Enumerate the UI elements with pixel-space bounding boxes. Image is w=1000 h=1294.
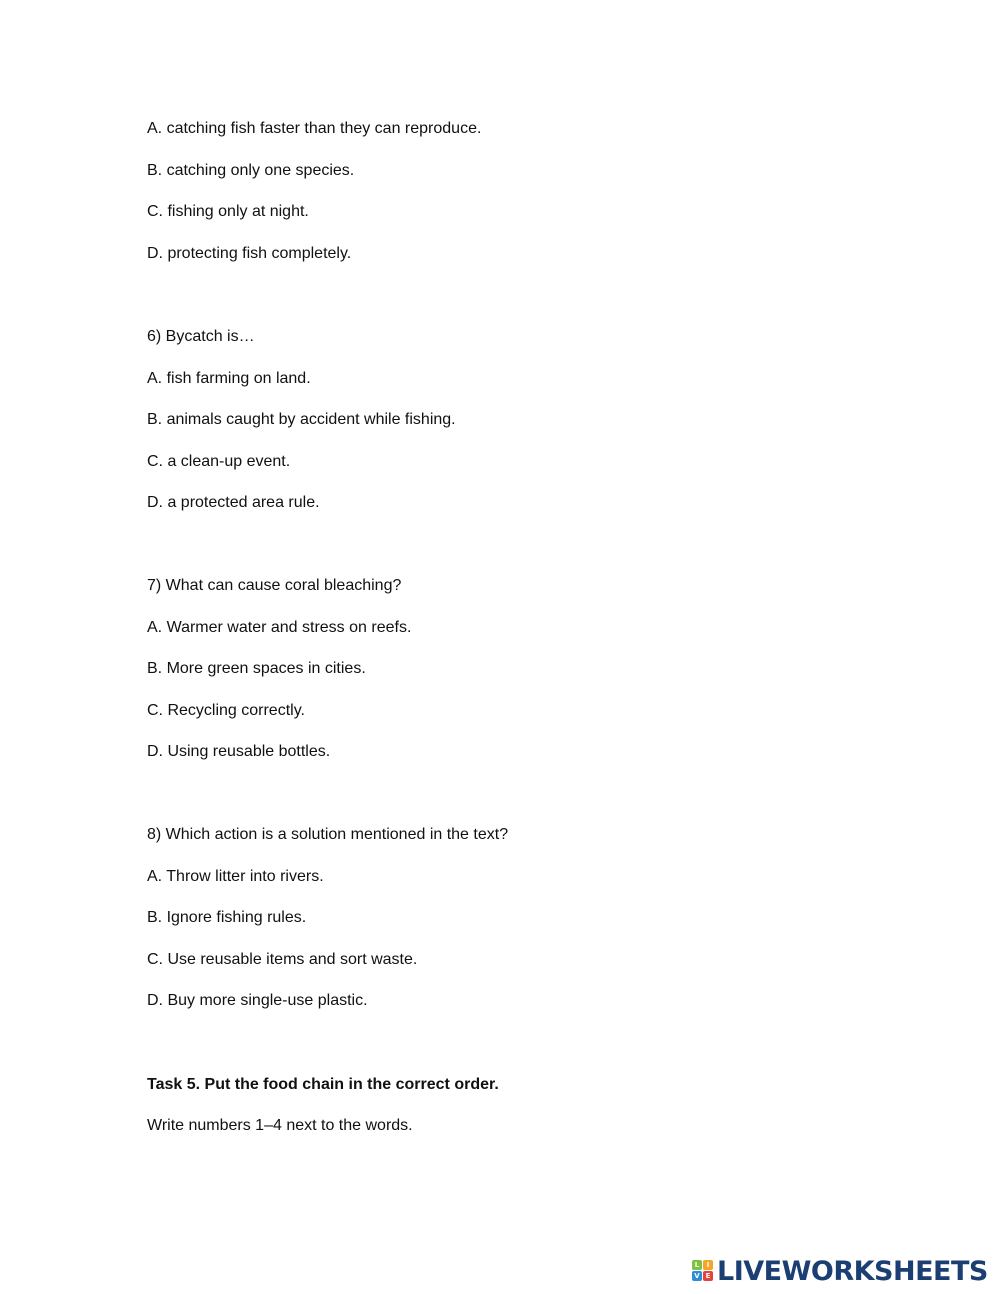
q7-option-a: A. Warmer water and stress on reefs. (147, 619, 412, 636)
q8-option-a: A. Throw litter into rivers. (147, 868, 324, 885)
logo-mark-e: E (703, 1271, 713, 1281)
q8-option-b: B. Ignore fishing rules. (147, 909, 307, 926)
q8-option-d: D. Buy more single-use plastic. (147, 992, 368, 1009)
liveworksheets-logo (692, 1256, 988, 1286)
q5-option-d: D. protecting fish completely. (147, 245, 352, 262)
q8-prompt: 8) Which action is a solution mentioned in the text? (147, 826, 509, 843)
logo-mark-l: L (692, 1260, 702, 1270)
logo-mark-v: V (692, 1271, 702, 1281)
q5-option-b: B. catching only one species. (147, 162, 355, 179)
q6-prompt: 6) Bycatch is… (147, 328, 255, 345)
q6-option-b: B. animals caught by accident while fishing. (147, 411, 456, 428)
q7-option-d: D. Using reusable bottles. (147, 743, 331, 760)
logo-mark-i: I (703, 1260, 713, 1270)
q7-prompt: 7) What can cause coral bleaching? (147, 577, 402, 594)
q8-option-c: C. Use reusable items and sort waste. (147, 951, 418, 968)
q6-option-c: C. a clean-up event. (147, 453, 291, 470)
task5-title: Task 5. Put the food chain in the correct order. (147, 1076, 499, 1093)
q7-option-b: B. More green spaces in cities. (147, 660, 366, 677)
q6-option-d: D. a protected area rule. (147, 494, 320, 511)
q6-option-a: A. fish farming on land. (147, 370, 311, 387)
q7-option-c: C. Recycling correctly. (147, 702, 305, 719)
q5-option-a: A. catching fish faster than they can reproduce. (147, 120, 482, 137)
liveworksheets-logo-icon (692, 1260, 714, 1282)
q5-option-c: C. fishing only at night. (147, 203, 309, 220)
task5-instruction: Write numbers 1–4 next to the words. (147, 1117, 413, 1134)
liveworksheets-logo-text: LIVEWORKSHEETS (717, 1255, 988, 1287)
